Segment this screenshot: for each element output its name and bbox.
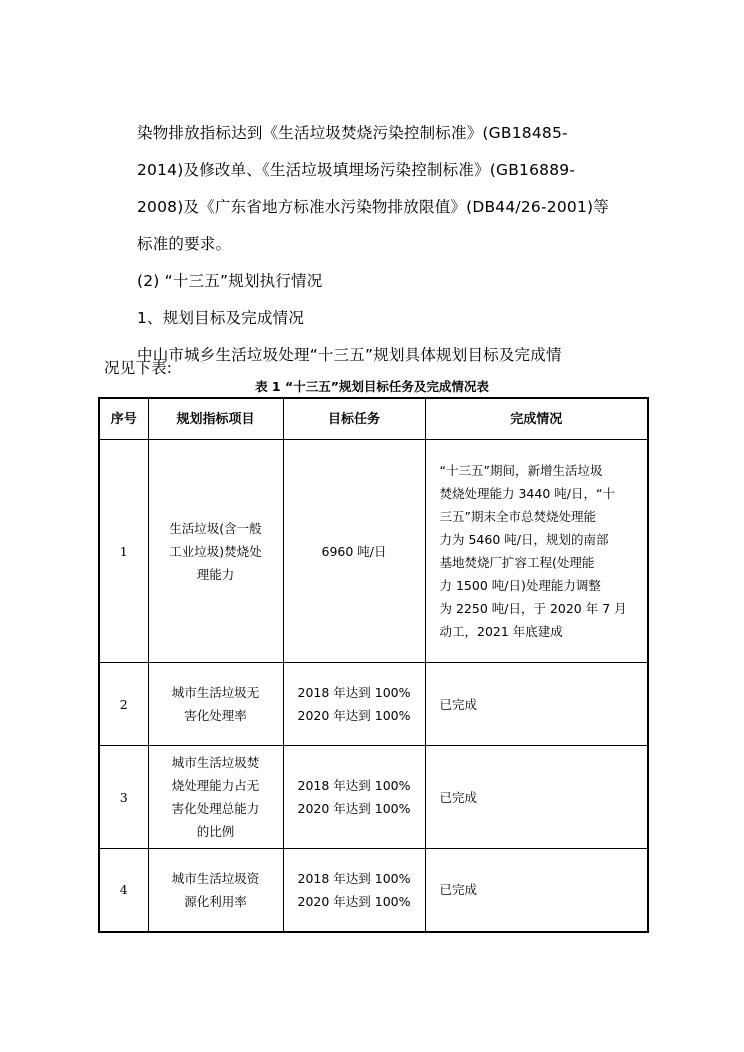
cell-target-line: 2020 年达到 100% [297, 893, 411, 909]
header-target: 目标任务 [283, 398, 425, 440]
cell-item-line: 理能力 [196, 566, 235, 582]
paragraph-line: 中山市城乡生活垃圾处理“十三五”规划具体规划目标及完成情 [137, 346, 562, 364]
cell-target [283, 746, 425, 849]
cell-no-line: 3 [119, 789, 128, 805]
cell-target [283, 849, 425, 932]
cell-item [148, 746, 283, 849]
paragraph-line: 标准的要求。 [137, 235, 232, 253]
cell-no-line: 1 [119, 543, 128, 559]
cell-target-line: 2020 年达到 100% [297, 708, 411, 723]
cell-status-line: 动工，2021 年底建成 [439, 624, 563, 639]
cell-status-line: 三五”期末全市总焚烧处理能 [439, 509, 596, 524]
cell-no-line: 2 [119, 696, 128, 712]
cell-target [283, 663, 425, 746]
paragraph-line: 况见下表: [104, 359, 173, 377]
table-row [99, 746, 648, 849]
cell-item [148, 440, 283, 663]
cell-target-line: 2020 年达到 100% [297, 801, 411, 816]
cell-item [148, 663, 283, 746]
cell-status-line: 已完成 [439, 882, 478, 898]
cell-target [283, 440, 425, 663]
cell-status [425, 746, 648, 849]
table-caption: 表 1 “十三五”规划目标任务及完成情况表 [255, 379, 489, 394]
cell-no [99, 663, 148, 746]
cell-target-line: 2018 年达到 100% [297, 778, 411, 793]
cell-status [425, 440, 648, 663]
table-header-row [99, 398, 648, 440]
section-heading: (2) “十三五”规划执行情况 [137, 272, 323, 290]
cell-item-line: 烧处理能力占无 [171, 778, 260, 793]
cell-item-line: 害化处理总能力 [171, 801, 260, 816]
cell-status-line: 焚烧处理能力 3440 吨/日，“十 [439, 486, 615, 501]
cell-no [99, 849, 148, 932]
paragraph-line: 2014)及修改单、《生活垃圾填埋场污染控制标准》(GB16889- [137, 161, 576, 179]
table-row [99, 663, 648, 746]
paragraph-line: 2008)及《广东省地方标准水污染物排放限值》(DB44/26-2001)等 [137, 198, 609, 216]
header-no: 序号 [99, 398, 148, 440]
cell-item-line: 城市生活垃圾无 [171, 685, 260, 700]
subsection-heading: 1、规划目标及完成情况 [137, 309, 305, 327]
header-item: 规划指标项目 [148, 398, 283, 440]
cell-no-line: 4 [119, 882, 128, 898]
cell-status-line: 为 2250 吨/日，于 2020 年 7 月 [439, 601, 627, 616]
cell-target-line: 2018 年达到 100% [297, 685, 411, 700]
cell-status-line: 基地焚烧厂扩容工程(处理能 [439, 555, 595, 570]
cell-target-line: 2018 年达到 100% [297, 870, 411, 886]
cell-status-line: 力为 5460 吨/日，规划的南部 [439, 532, 609, 547]
cell-item-line: 工业垃圾)焚烧处 [169, 543, 262, 559]
cell-item-line: 源化利用率 [184, 893, 247, 909]
table-row [99, 849, 648, 932]
cell-status [425, 849, 648, 932]
plan-targets-table [98, 397, 649, 933]
cell-item [148, 849, 283, 932]
header-status: 完成情况 [425, 398, 648, 440]
cell-status [425, 663, 648, 746]
cell-target-line: 6960 吨/日 [321, 543, 387, 559]
cell-item-line: 城市生活垃圾焚 [171, 755, 260, 770]
cell-no [99, 440, 148, 663]
cell-item-line: 城市生活垃圾资 [171, 870, 260, 886]
cell-item-line: 的比例 [196, 824, 235, 839]
table-row [99, 440, 648, 663]
cell-status-line: 力 1500 吨/日)处理能力调整 [439, 578, 601, 593]
cell-status-line: 已完成 [439, 789, 478, 805]
cell-item-line: 生活垃圾(含一般 [169, 520, 262, 536]
cell-item-line: 害化处理率 [184, 708, 247, 723]
cell-status-line: “十三五”期间，新增生活垃圾 [439, 463, 603, 478]
cell-no [99, 746, 148, 849]
cell-status-line: 已完成 [439, 696, 478, 712]
paragraph-line: 染物排放指标达到《生活垃圾焚烧污染控制标准》(GB18485- [137, 124, 568, 142]
